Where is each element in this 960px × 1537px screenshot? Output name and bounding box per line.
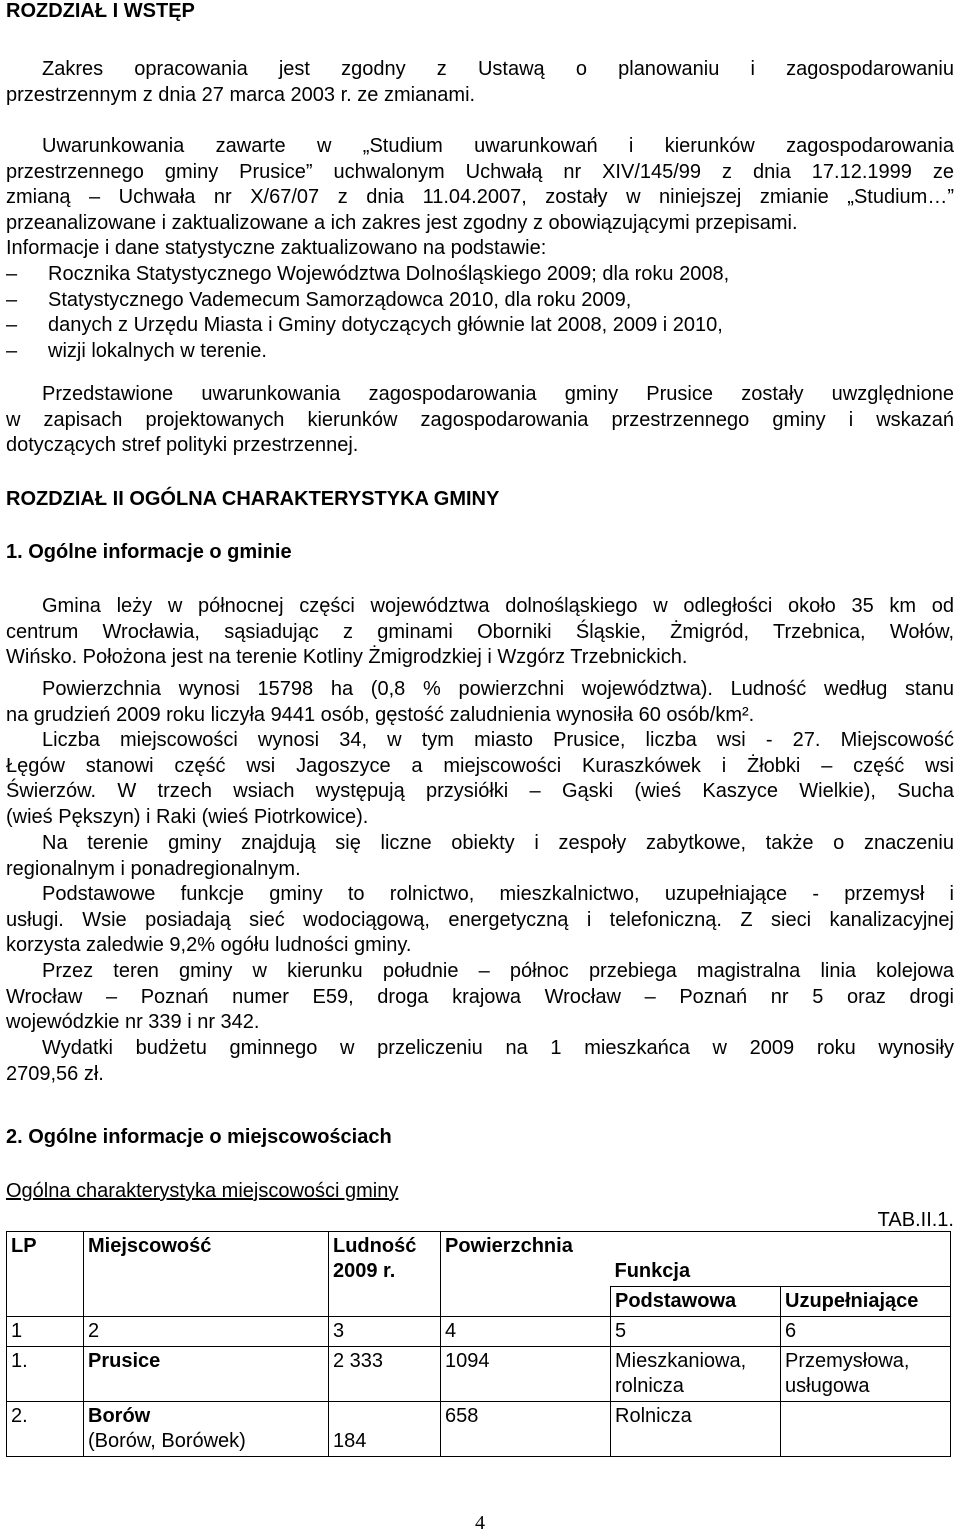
header-cell: Miejscowość	[84, 1232, 329, 1287]
header-cell	[441, 1287, 611, 1317]
table-cell: 1	[7, 1317, 84, 1347]
text-line: Świerzów. W trzech wsiach występują przysiółki – Gąski (wieś Kaszyce Wielkie), Sucha	[6, 780, 954, 803]
table-cell: Rolnicza	[611, 1402, 781, 1457]
section-2-heading: 2. Ogólne informacje o miejscowościach	[6, 1126, 392, 1148]
list-item-text: wizji lokalnych w terenie.	[48, 339, 267, 362]
table-cell	[781, 1402, 951, 1457]
paragraph-transport	[6, 959, 954, 1036]
text-line: centrum Wrocławia, sąsiadując z gminami Oborniki Śląskie, Żmigród, Trzebnica, Wołów,	[6, 620, 954, 643]
localities-table	[6, 1231, 951, 1457]
table-header-row	[7, 1232, 951, 1287]
header-cell	[84, 1287, 329, 1317]
text-line: Przez teren gminy w kierunku południe – północ przebiega magistralna linia kolejowa	[42, 960, 954, 982]
text-line: korzysta zaledwie 9,2% ogółu ludności gminy.	[6, 934, 412, 957]
paragraph-sources-intro	[6, 236, 954, 262]
text-line: Na terenie gminy znajdują się liczne obiekty i zespoły zabytkowe, także o znaczeniu	[42, 832, 954, 854]
table-cell: 2 333	[329, 1347, 441, 1402]
text-line: (wieś Pększyn) i Raki (wieś Piotrkowice).	[6, 805, 369, 828]
header-text: 2009 r.	[333, 1260, 396, 1282]
table-header-row	[7, 1287, 951, 1317]
table-cell: 5	[611, 1317, 781, 1347]
list-item-text: Rocznika Statystycznego Województwa Dolnośląskiego 2009; dla roku 2008,	[48, 263, 730, 285]
dash-bullet: –	[6, 339, 18, 362]
chapter-1-heading: ROZDZIAŁ I WSTĘP	[6, 0, 195, 22]
paragraph-area	[6, 677, 954, 728]
text-line: Łęgów stanowi część wsi Jagoszyce a miejscowości Kuraszkówek i Żłobki – część wsi	[6, 754, 954, 777]
list-item-text: danych z Urzędu Miasta i Gminy dotyczących głównie lat 2008, 2009 i 2010,	[48, 314, 723, 337]
cell-text: usługowa	[785, 1375, 870, 1397]
header-cell	[7, 1287, 84, 1317]
table-cell: 4	[441, 1317, 611, 1347]
text-line: przeanalizowane i zaktualizowane a ich zakres jest zgodny z obowiązującymi przepisami.	[6, 211, 798, 234]
cell-text: (Borów, Borówek)	[88, 1430, 246, 1452]
text-line: na grudzień 2009 roku liczyła 9441 osób, gęstość zaludnienia wynosiła 60 osób/km².	[6, 703, 755, 726]
list-item	[6, 262, 946, 288]
dash-bullet: –	[6, 263, 18, 285]
text-line: Zakres opracowania jest zgodny z Ustawą o planowaniu i zagospodarowaniu	[42, 58, 954, 80]
text-line: Przedstawione uwarunkowania zagospodarowania gminy Prusice zostały uwzględnione	[42, 383, 954, 405]
cell-text: Mieszkaniowa,	[615, 1350, 747, 1372]
table-cell	[611, 1347, 781, 1402]
table-cell	[781, 1347, 951, 1402]
cell-text: rolnicza	[615, 1375, 684, 1397]
list-item	[6, 313, 946, 339]
paragraph-conditions	[6, 134, 954, 236]
table-row	[7, 1317, 951, 1347]
list-item	[6, 288, 946, 314]
header-cell: Funkcja	[611, 1232, 951, 1287]
table-id: TAB.II.1.	[877, 1209, 954, 1231]
paragraph-functions	[6, 882, 954, 959]
text-line: Informacje i dane statystyczne zaktualizowano na podstawie:	[6, 237, 547, 259]
header-cell	[329, 1232, 441, 1287]
table-cell: 658	[441, 1402, 611, 1457]
table-cell: 6	[781, 1317, 951, 1347]
header-cell: LP	[7, 1232, 84, 1287]
paragraph-scope	[6, 57, 954, 108]
paragraph-summary	[6, 382, 954, 459]
chapter-2-heading: ROZDZIAŁ II OGÓLNA CHARAKTERYSTYKA GMINY	[6, 488, 500, 510]
text-line: przestrzennym z dnia 27 marca 2003 r. ze zmianami.	[6, 83, 476, 106]
text-line: Powierzchnia wynosi 15798 ha (0,8 % powierzchni województwa). Ludność według stanu	[42, 678, 954, 700]
table-cell: 2.	[7, 1402, 84, 1457]
text-line: 2709,56 zł.	[6, 1062, 104, 1085]
text-line: usługi. Wsie posiadają sieć wodociągową, energetyczną i telefoniczną. Z sieci kanalizacyjnej	[6, 908, 954, 931]
table-cell: 1.	[7, 1347, 84, 1402]
cell-text: Borów	[88, 1405, 151, 1427]
header-cell: Powierzchnia	[441, 1232, 611, 1287]
table-cell: Prusice	[84, 1347, 329, 1402]
text-line: Wrocław – Poznań numer E59, droga krajowa Wrocław – Poznań nr 5 oraz drogi	[6, 985, 954, 1008]
text-line: Uwarunkowania zawarte w „Studium uwarunkowań i kierunków zagospodarowania	[42, 135, 954, 157]
text-line: wojewódzkie nr 339 i nr 342.	[6, 1011, 260, 1034]
table-cell	[84, 1402, 329, 1457]
dash-bullet: –	[6, 288, 18, 311]
text-line: w zapisach projektowanych kierunków zagospodarowania przestrzennego gminy i wskazań	[6, 408, 954, 431]
sources-list	[6, 262, 946, 364]
text-line: Liczba miejscowości wynosi 34, w tym miasto Prusice, liczba wsi - 27. Miejscowość	[42, 729, 954, 751]
text-line: dotyczących stref polityki przestrzennej.	[6, 434, 359, 457]
text-line: Gmina leży w północnej części województwa dolnośląskiego w odległości około 35 km od	[42, 595, 954, 617]
text-line: przestrzennego gminy Prusice” uchwalonym Uchwałą nr XIV/145/99 z dnia 17.12.1999 ze	[6, 160, 954, 183]
header-cell	[329, 1287, 441, 1317]
table-cell: 184	[329, 1402, 441, 1457]
dash-bullet: –	[6, 314, 18, 337]
paragraph-localities	[6, 728, 954, 830]
header-cell: Podstawowa	[611, 1287, 781, 1317]
list-item-text: Statystycznego Vademecum Samorządowca 2010, dla roku 2009,	[48, 288, 632, 311]
cell-text: Przemysłowa,	[785, 1350, 910, 1372]
text-line: Wydatki budżetu gminnego w przeliczeniu na 1 mieszkańca w 2009 roku wynosiły	[42, 1037, 954, 1059]
table-row	[7, 1347, 951, 1402]
table-cell: 2	[84, 1317, 329, 1347]
header-text: Ludność	[333, 1235, 417, 1257]
page-number: 4	[475, 1512, 485, 1534]
text-line: Wińsko. Położona jest na terenie Kotliny Żmigrodzkiej i Wzgórz Trzebnickich.	[6, 646, 688, 669]
paragraph-budget	[6, 1036, 954, 1087]
text-line: zmianą – Uchwała nr X/67/07 z dnia 11.04.2007, zostały w niniejszej zmianie „Studium…”	[6, 186, 954, 209]
table-caption: Ogólna charakterystyka miejscowości gminy	[6, 1180, 399, 1202]
header-cell: Uzupełniające	[781, 1287, 951, 1317]
table-row	[7, 1402, 951, 1457]
paragraph-monuments	[6, 831, 954, 882]
text-line: regionalnym i ponadregionalnym.	[6, 857, 301, 880]
table-cell: 1094	[441, 1347, 611, 1402]
section-1-heading: 1. Ogólne informacje o gminie	[6, 541, 292, 563]
list-item	[6, 339, 946, 365]
table-cell: 3	[329, 1317, 441, 1347]
paragraph-location	[6, 594, 954, 671]
text-line: Podstawowe funkcje gminy to rolnictwo, mieszkalnictwo, uzupełniające - przemysł i	[42, 883, 954, 905]
